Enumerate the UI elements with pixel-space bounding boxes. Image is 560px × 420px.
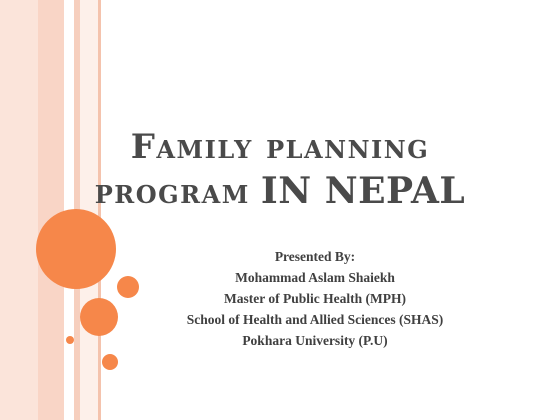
stripe-pink-wide [0,0,38,420]
presenter-info [140,246,490,351]
title-line-2-emphasis: IN NEPAL [260,169,466,212]
slide-title [40,126,520,214]
small-orange-circle-bottom [102,354,118,370]
presented-by-label: Presented By: [274,249,356,264]
title-line-2 [40,169,520,214]
title-line-1: Family planning [130,127,430,167]
presenter-name: Mohammad Aslam Shaiekh [235,270,395,285]
presenter-degree: Master of Public Health (MPH) [224,291,406,306]
presenter-school: School of Health and Allied Sciences (SHAS) [186,312,444,327]
medium-orange-circle [80,298,118,336]
presenter-university: Pokhara University (P.U) [242,333,388,348]
title-line-2-prefix: program [94,171,250,212]
large-orange-circle [36,209,116,289]
small-orange-circle [117,276,139,298]
tiny-orange-circle [66,336,74,344]
